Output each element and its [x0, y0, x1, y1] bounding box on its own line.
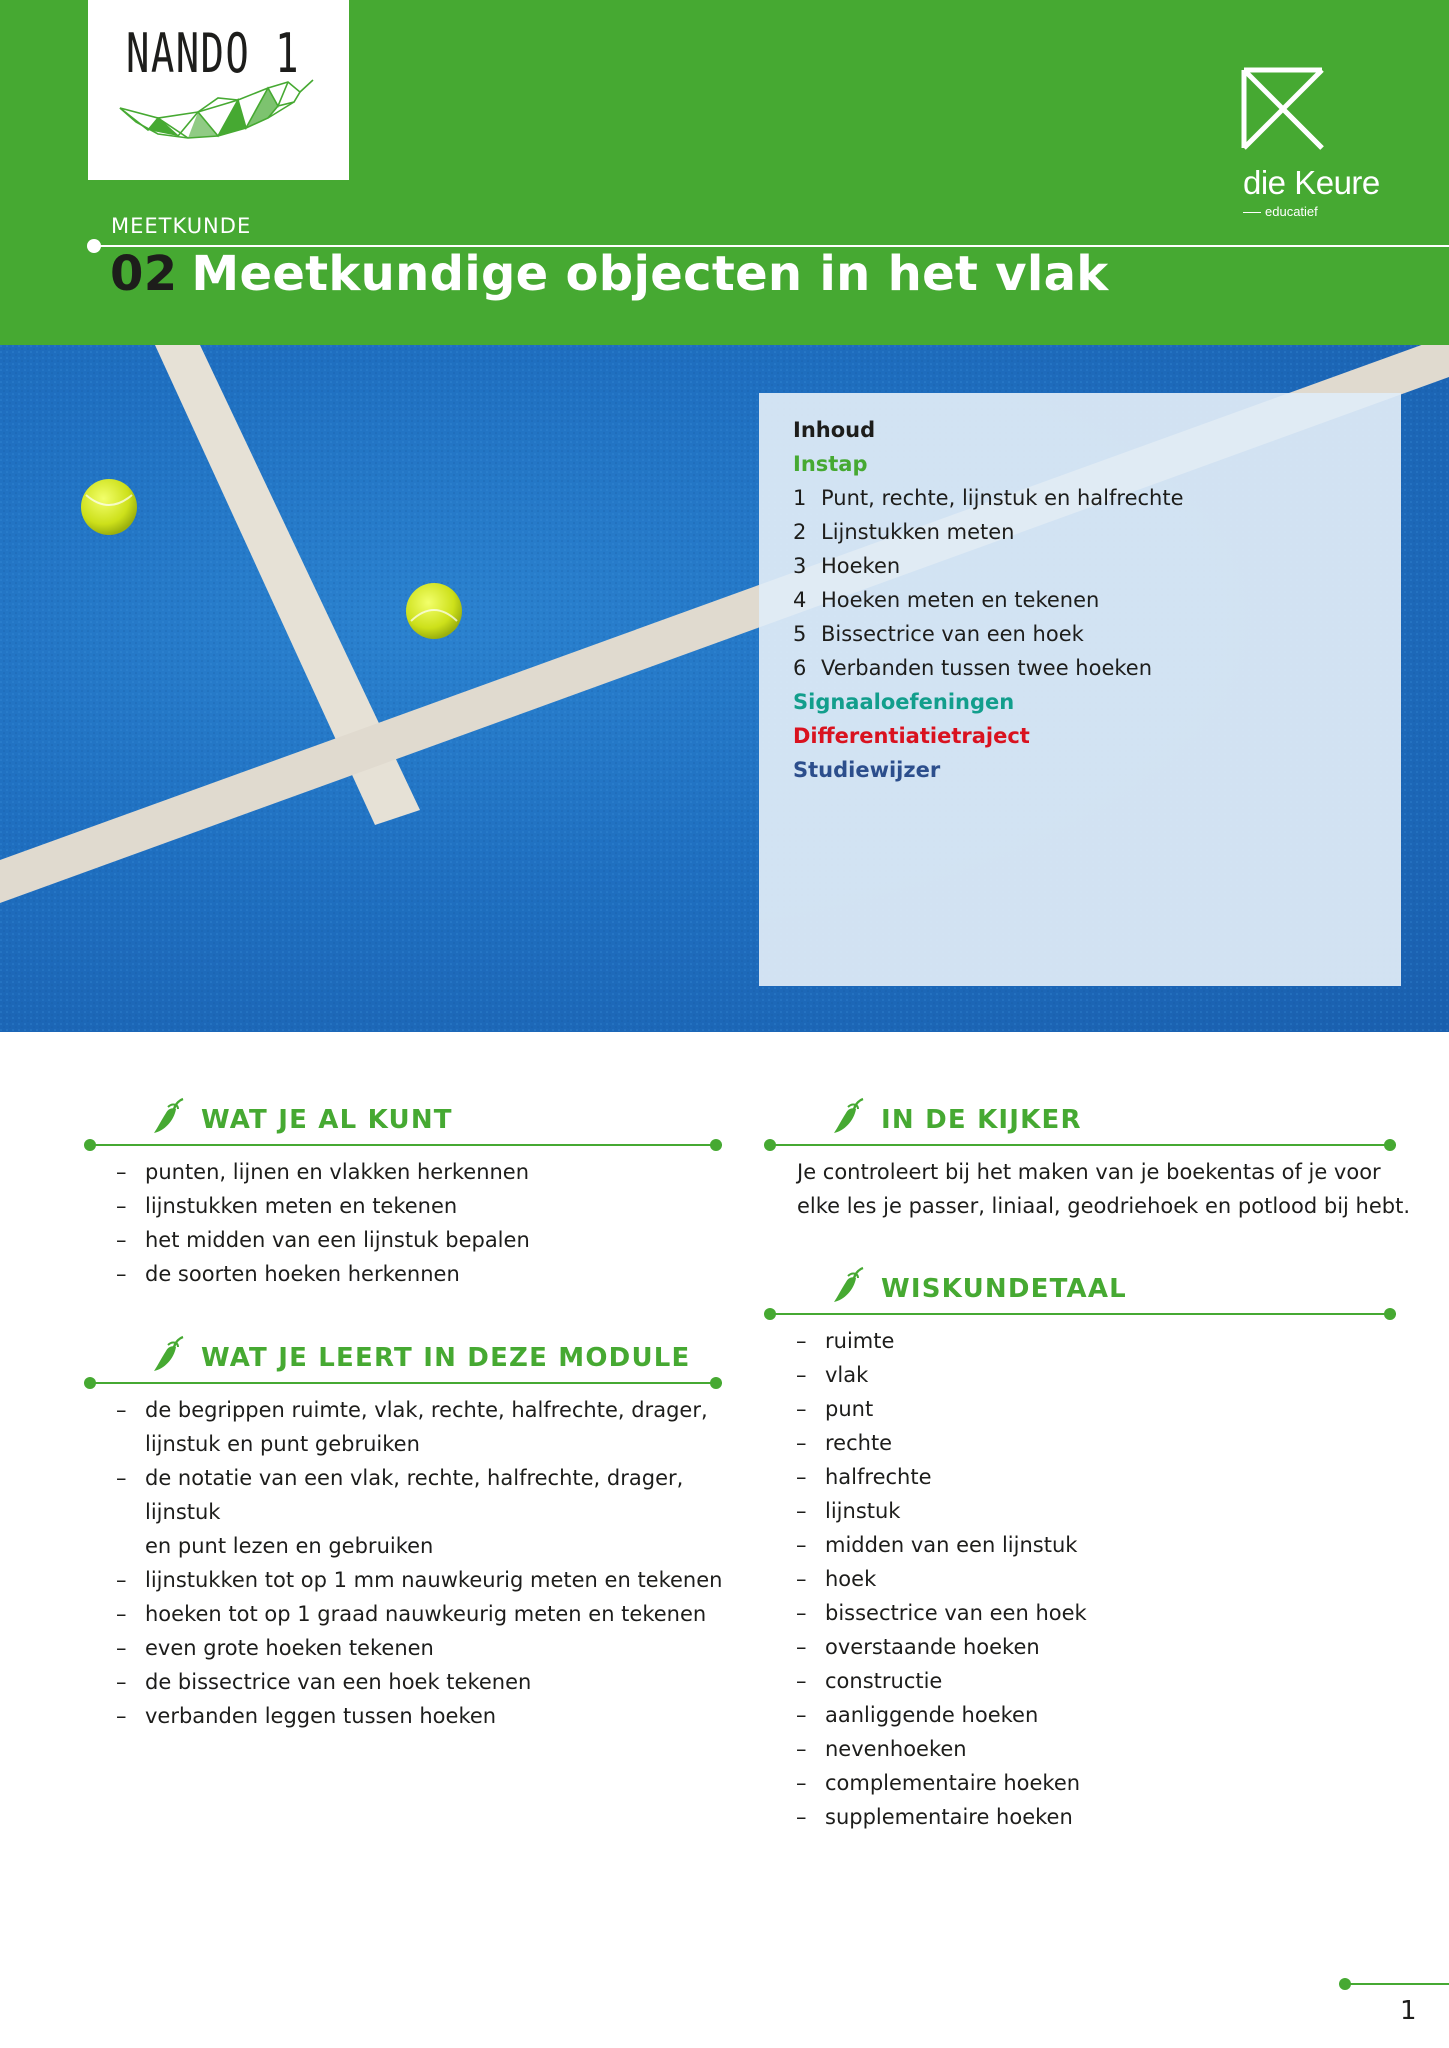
toc-item-label: Hoeken meten en tekenen	[821, 588, 1100, 612]
list-item: – complementaire hoeken	[796, 1766, 1396, 1800]
pepper-icon	[830, 1266, 864, 1304]
toc-item-number: 2	[793, 520, 807, 544]
list-item: – rechte	[796, 1426, 1396, 1460]
list-item	[116, 1393, 736, 1461]
toc-item-signaaloefeningen[interactable]: Signaaloefeningen	[793, 690, 1015, 714]
toc-item-number: 1	[793, 486, 807, 510]
pepper-icon	[830, 1097, 864, 1135]
footer-rule-dot	[1339, 1978, 1351, 1990]
section-title: WISKUNDETAAL	[881, 1274, 1127, 1304]
brand-name: die Keure	[1243, 164, 1380, 201]
pepper-icon	[150, 1097, 184, 1135]
toc-item-label: Hoeken	[821, 554, 901, 578]
section-header-wat-je-al-kunt	[90, 1105, 722, 1155]
list-item: – nevenhoeken	[796, 1732, 1396, 1766]
list-item: – lijnstukken tot op 1 mm nauwkeurig meten en tekenen	[116, 1563, 736, 1597]
toc-title: Inhoud	[793, 418, 876, 442]
rule-dot-right	[710, 1139, 722, 1151]
footer-rule	[1346, 1983, 1449, 1985]
list-item: – bissectrice van een hoek	[796, 1596, 1396, 1630]
rule-dot-left	[84, 1377, 96, 1389]
rule-dot-left	[764, 1139, 776, 1151]
rule-dot-left	[764, 1308, 776, 1320]
section-label: MEETKUNDE	[111, 214, 252, 238]
rule-dot-right	[1384, 1139, 1396, 1151]
list-item: – overstaande hoeken	[796, 1630, 1396, 1664]
die-keure-logo-icon	[1238, 66, 1398, 226]
toc-item-number: 4	[793, 588, 807, 612]
header-divider-dot	[87, 239, 101, 253]
list-item: – aanliggende hoeken	[796, 1698, 1396, 1732]
toc-item-label: Lijnstukken meten	[821, 520, 1015, 544]
section-title: WAT JE LEERT IN DEZE MODULE	[201, 1343, 691, 1373]
list-item-line: de begrippen ruimte, vlak, rechte, halfrechte, drager,	[145, 1398, 708, 1422]
list-item: – ruimte	[796, 1324, 1396, 1358]
list-item: – verbanden leggen tussen hoeken	[116, 1699, 736, 1733]
brand-subtitle: educatief	[1243, 204, 1318, 219]
section-header-wat-je-leert	[90, 1343, 722, 1393]
list-wat-je-al-kunt	[116, 1155, 716, 1291]
pepper-icon	[150, 1335, 184, 1373]
section-rule	[90, 1382, 722, 1384]
chapter-number: 02	[110, 246, 178, 302]
page-title	[110, 246, 1108, 302]
list-item: – hoek	[796, 1562, 1396, 1596]
section-header-wiskundetaal	[770, 1274, 1396, 1324]
toc-item[interactable]	[793, 583, 1367, 617]
list-item: – halfrechte	[796, 1460, 1396, 1494]
list-item: – de bissectrice van een hoek tekenen	[116, 1665, 736, 1699]
section-title: WAT JE AL KUNT	[201, 1105, 453, 1135]
rule-dot-left	[84, 1139, 96, 1151]
list-item: – hoeken tot op 1 graad nauwkeurig meten en tekenen	[116, 1597, 736, 1631]
list-item-line: de notatie van een vlak, rechte, halfrechte, drager, lijnstuk	[145, 1466, 684, 1524]
list-item: – vlak	[796, 1358, 1396, 1392]
pepper-logo-icon	[118, 78, 318, 158]
rule-dot-right	[710, 1377, 722, 1389]
toc-item[interactable]	[793, 549, 1367, 583]
tennis-ball-1	[81, 479, 137, 535]
list-item: – punten, lijnen en vlakken herkennen	[116, 1155, 716, 1189]
list-item: – lijnstuk	[796, 1494, 1396, 1528]
list-item: – lijnstukken meten en tekenen	[116, 1189, 716, 1223]
section-rule	[770, 1313, 1396, 1315]
rule-dot-right	[1384, 1308, 1396, 1320]
list-item	[116, 1461, 736, 1563]
toc-item[interactable]	[793, 651, 1367, 685]
toc-item-label: Punt, rechte, lijnstuk en halfrechte	[821, 486, 1184, 510]
list-item: – supplementaire hoeken	[796, 1800, 1396, 1834]
list-wat-je-leert	[116, 1393, 736, 1733]
toc-item-number: 3	[793, 554, 807, 578]
toc-item[interactable]	[793, 617, 1367, 651]
list-item: – even grote hoeken tekenen	[116, 1631, 736, 1665]
section-title: IN DE KIJKER	[881, 1105, 1082, 1135]
list-wiskundetaal	[796, 1324, 1396, 1834]
toc-item-label: Bissectrice van een hoek	[821, 622, 1084, 646]
list-item: – midden van een lijnstuk	[796, 1528, 1396, 1562]
section-rule	[90, 1144, 722, 1146]
section-header-in-de-kijker	[770, 1105, 1396, 1155]
toc-item-number: 5	[793, 622, 807, 646]
list-item: – het midden van een lijnstuk bepalen	[116, 1223, 716, 1257]
list-item: – de soorten hoeken herkennen	[116, 1257, 716, 1291]
list-item: – punt	[796, 1392, 1396, 1426]
page-header	[0, 0, 1449, 345]
page-number: 1	[1400, 1996, 1417, 2026]
table-of-contents	[759, 393, 1401, 986]
toc-item-label: Verbanden tussen twee hoeken	[821, 656, 1153, 680]
list-item: – constructie	[796, 1664, 1396, 1698]
paragraph-line: elke les je passer, liniaal, geodriehoek en potlood bij hebt.	[797, 1194, 1411, 1218]
list-item-line: en punt lezen en gebruiken	[145, 1534, 434, 1558]
in-de-kijker-text	[797, 1155, 1437, 1223]
toc-item-instap[interactable]: Instap	[793, 452, 868, 476]
list-item-line: lijnstuk en punt gebruiken	[145, 1432, 420, 1456]
toc-item-differentiatietraject[interactable]: Differentiatietraject	[793, 724, 1030, 748]
toc-item[interactable]	[793, 515, 1367, 549]
toc-item-studiewijzer[interactable]: Studiewijzer	[793, 758, 941, 782]
paragraph-line: Je controleert bij het maken van je boekentas of je voor	[797, 1160, 1381, 1184]
logo-text: NANDO 1	[126, 22, 300, 85]
section-rule	[770, 1144, 1396, 1146]
chapter-title: Meetkundige objecten in het vlak	[191, 246, 1109, 302]
nando-logo	[88, 0, 349, 180]
toc-item[interactable]	[793, 481, 1367, 515]
toc-item-number: 6	[793, 656, 807, 680]
